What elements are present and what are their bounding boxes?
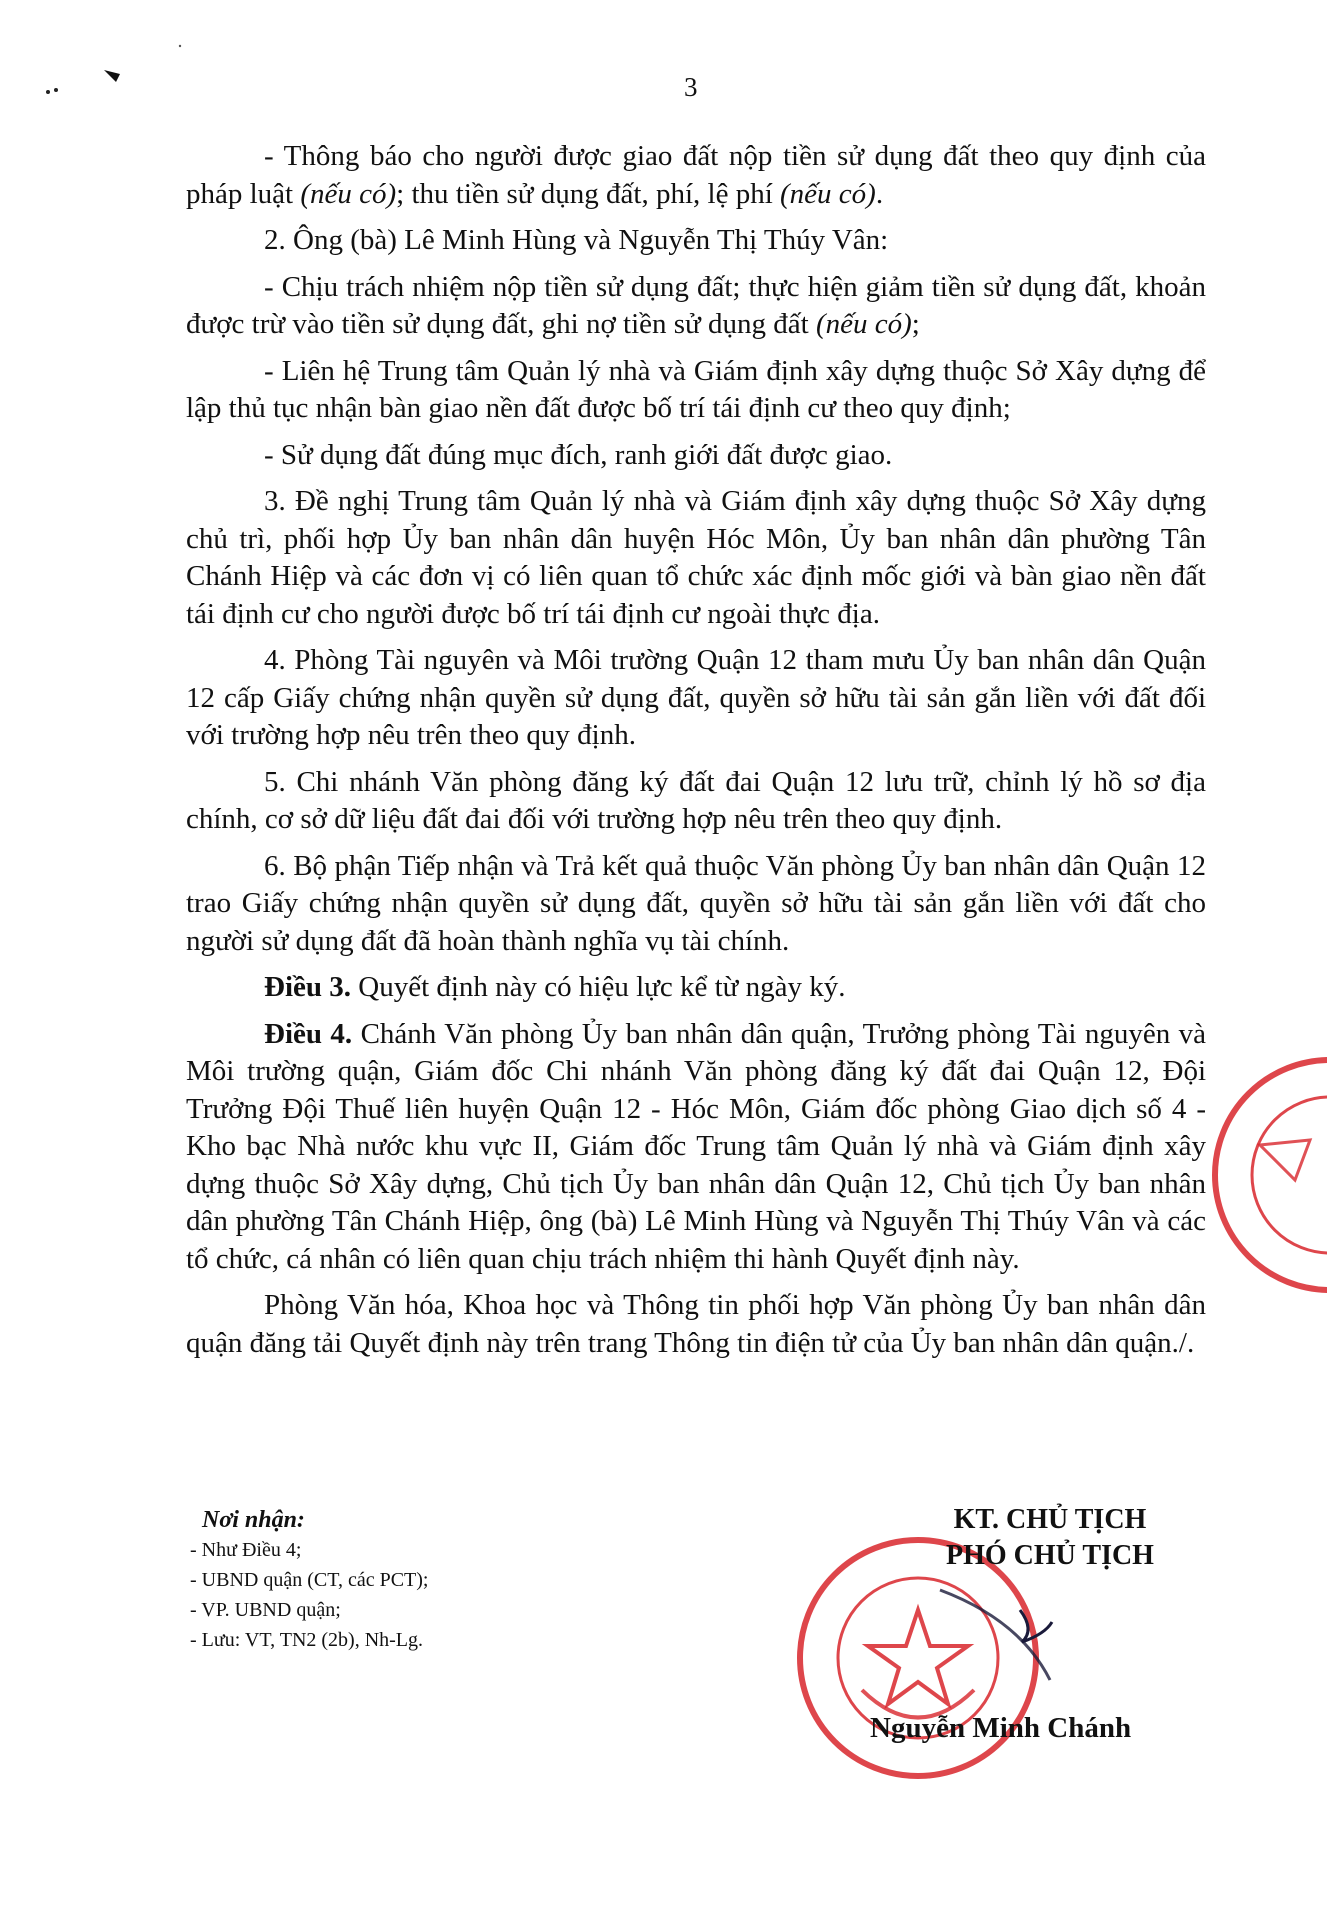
paragraph-responsibility: - Chịu trách nhiệm nộp tiền sử dụng đất; thực hiện giảm tiền sử dụng đất, khoản được trừ vào tiền sử dụng đất, ghi nợ tiền sử dụng đất (nếu có); — [186, 270, 1206, 340]
paragraph-article-4: Điều 4. Chánh Văn phòng Ủy ban nhân dân quận, Trưởng phòng Tài nguyên và Môi trường quận, Giám đốc Chi nhánh Văn phòng đăng ký đất đai Quận 12, Đội Trưởng Đội Thuế liên huyện Quận 12 - Hóc Môn, Giám đốc phòng Giao dịch số 4 - Kho bạc Nhà nước khu vực II, Giám đốc Trung tâm Quản lý nhà và Giám định xây dựng thuộc Sở Xây dựng, Chủ tịch Ủy ban nhân dân Quận 12, Chủ tịch Ủy ban nhân dân phường Tân Chánh Hiệp, ông (bà) Lê Minh Hùng và Nguyễn Thị Thúy Vân và các tổ chức, cá nhân có liên quan chịu trách nhiệm thi hành Quyết định này. — [186, 1017, 1206, 1275]
recipients-block — [190, 1505, 610, 1655]
side-seal — [1200, 1050, 1327, 1300]
paragraph-item-3: 3. Đề nghị Trung tâm Quản lý nhà và Giám định xây dựng thuộc Sở Xây dựng chủ trì, phối hợp Ủy ban nhân dân huyện Hóc Môn, Ủy ban nhân dân phường Tân Chánh Hiệp và các đơn vị có liên quan tổ chức xác định mốc giới và bàn giao nền đất tái định cư cho người được bố trí tái định cư ngoài thực địa. — [186, 485, 1206, 630]
paragraph-notice: - Thông báo cho người được giao đất nộp tiền sử dụng đất theo quy định của pháp luật (nếu có); thu tiền sử dụng đất, phí, lệ phí (nếu có). — [186, 140, 1206, 210]
signature-subtitle: PHÓ CHỦ TỊCH — [946, 1540, 1154, 1571]
paragraph-item-2: 2. Ông (bà) Lê Minh Hùng và Nguyễn Thị Thúy Vân: — [264, 224, 889, 256]
paragraph-contact: - Liên hệ Trung tâm Quản lý nhà và Giám định xây dựng thuộc Sở Xây dựng để lập thủ tục nhận bàn giao nền đất được bố trí tái định cư theo quy định; — [186, 354, 1206, 424]
paragraph-publication: Phòng Văn hóa, Khoa học và Thông tin phối hợp Văn phòng Ủy ban nhân dân quận đăng tải Quyết định này trên trang Thông tin điện tử của Ủy ban nhân dân quận./. — [186, 1289, 1206, 1359]
paragraph-article-3: Điều 3. Quyết định này có hiệu lực kể từ ngày ký. — [264, 971, 846, 1003]
paragraph-item-5: 5. Chi nhánh Văn phòng đăng ký đất đai Quận 12 lưu trữ, chỉnh lý hồ sơ địa chính, cơ sở dữ liệu đất đai đối với trường hợp nêu trên theo quy định. — [186, 765, 1206, 835]
document-body — [186, 138, 1206, 1362]
recipient-item: - Lưu: VT, TN2 (2b), Nh-Lg. — [190, 1629, 424, 1651]
signer-name: Nguyễn Minh Chánh — [870, 1712, 1132, 1744]
paragraph-item-6: 6. Bộ phận Tiếp nhận và Trả kết quả thuộc Văn phòng Ủy ban nhân dân Quận 12 trao Giấy chứng nhận quyền sử dụng đất, quyền sở hữu tài sản gắn liền với đất cho người sử dụng đất đã hoàn thành nghĩa vụ tài chính. — [186, 849, 1206, 957]
paragraph-land-use: - Sử dụng đất đúng mục đích, ranh giới đất được giao. — [264, 438, 893, 471]
page-number: 3 — [684, 72, 698, 102]
recipients-heading: Nơi nhận: — [202, 1507, 305, 1533]
recipient-item: - UBND quận (CT, các PCT); — [190, 1569, 429, 1591]
recipient-item: - VP. UBND quận; — [190, 1599, 341, 1621]
paragraph-item-4: 4. Phòng Tài nguyên và Môi trường Quận 12 tham mưu Ủy ban nhân dân Quận 12 cấp Giấy chứng nhận quyền sử dụng đất, quyền sở hữu tài sản gắn liền với đất đối với trường hợp nêu trên theo quy định. — [186, 644, 1206, 751]
scan-marks — [40, 30, 220, 110]
signature-title: KT. CHỦ TỊCH — [953, 1504, 1147, 1535]
signature-block — [860, 1502, 1240, 1574]
recipient-item: - Như Điều 4; — [190, 1539, 302, 1561]
